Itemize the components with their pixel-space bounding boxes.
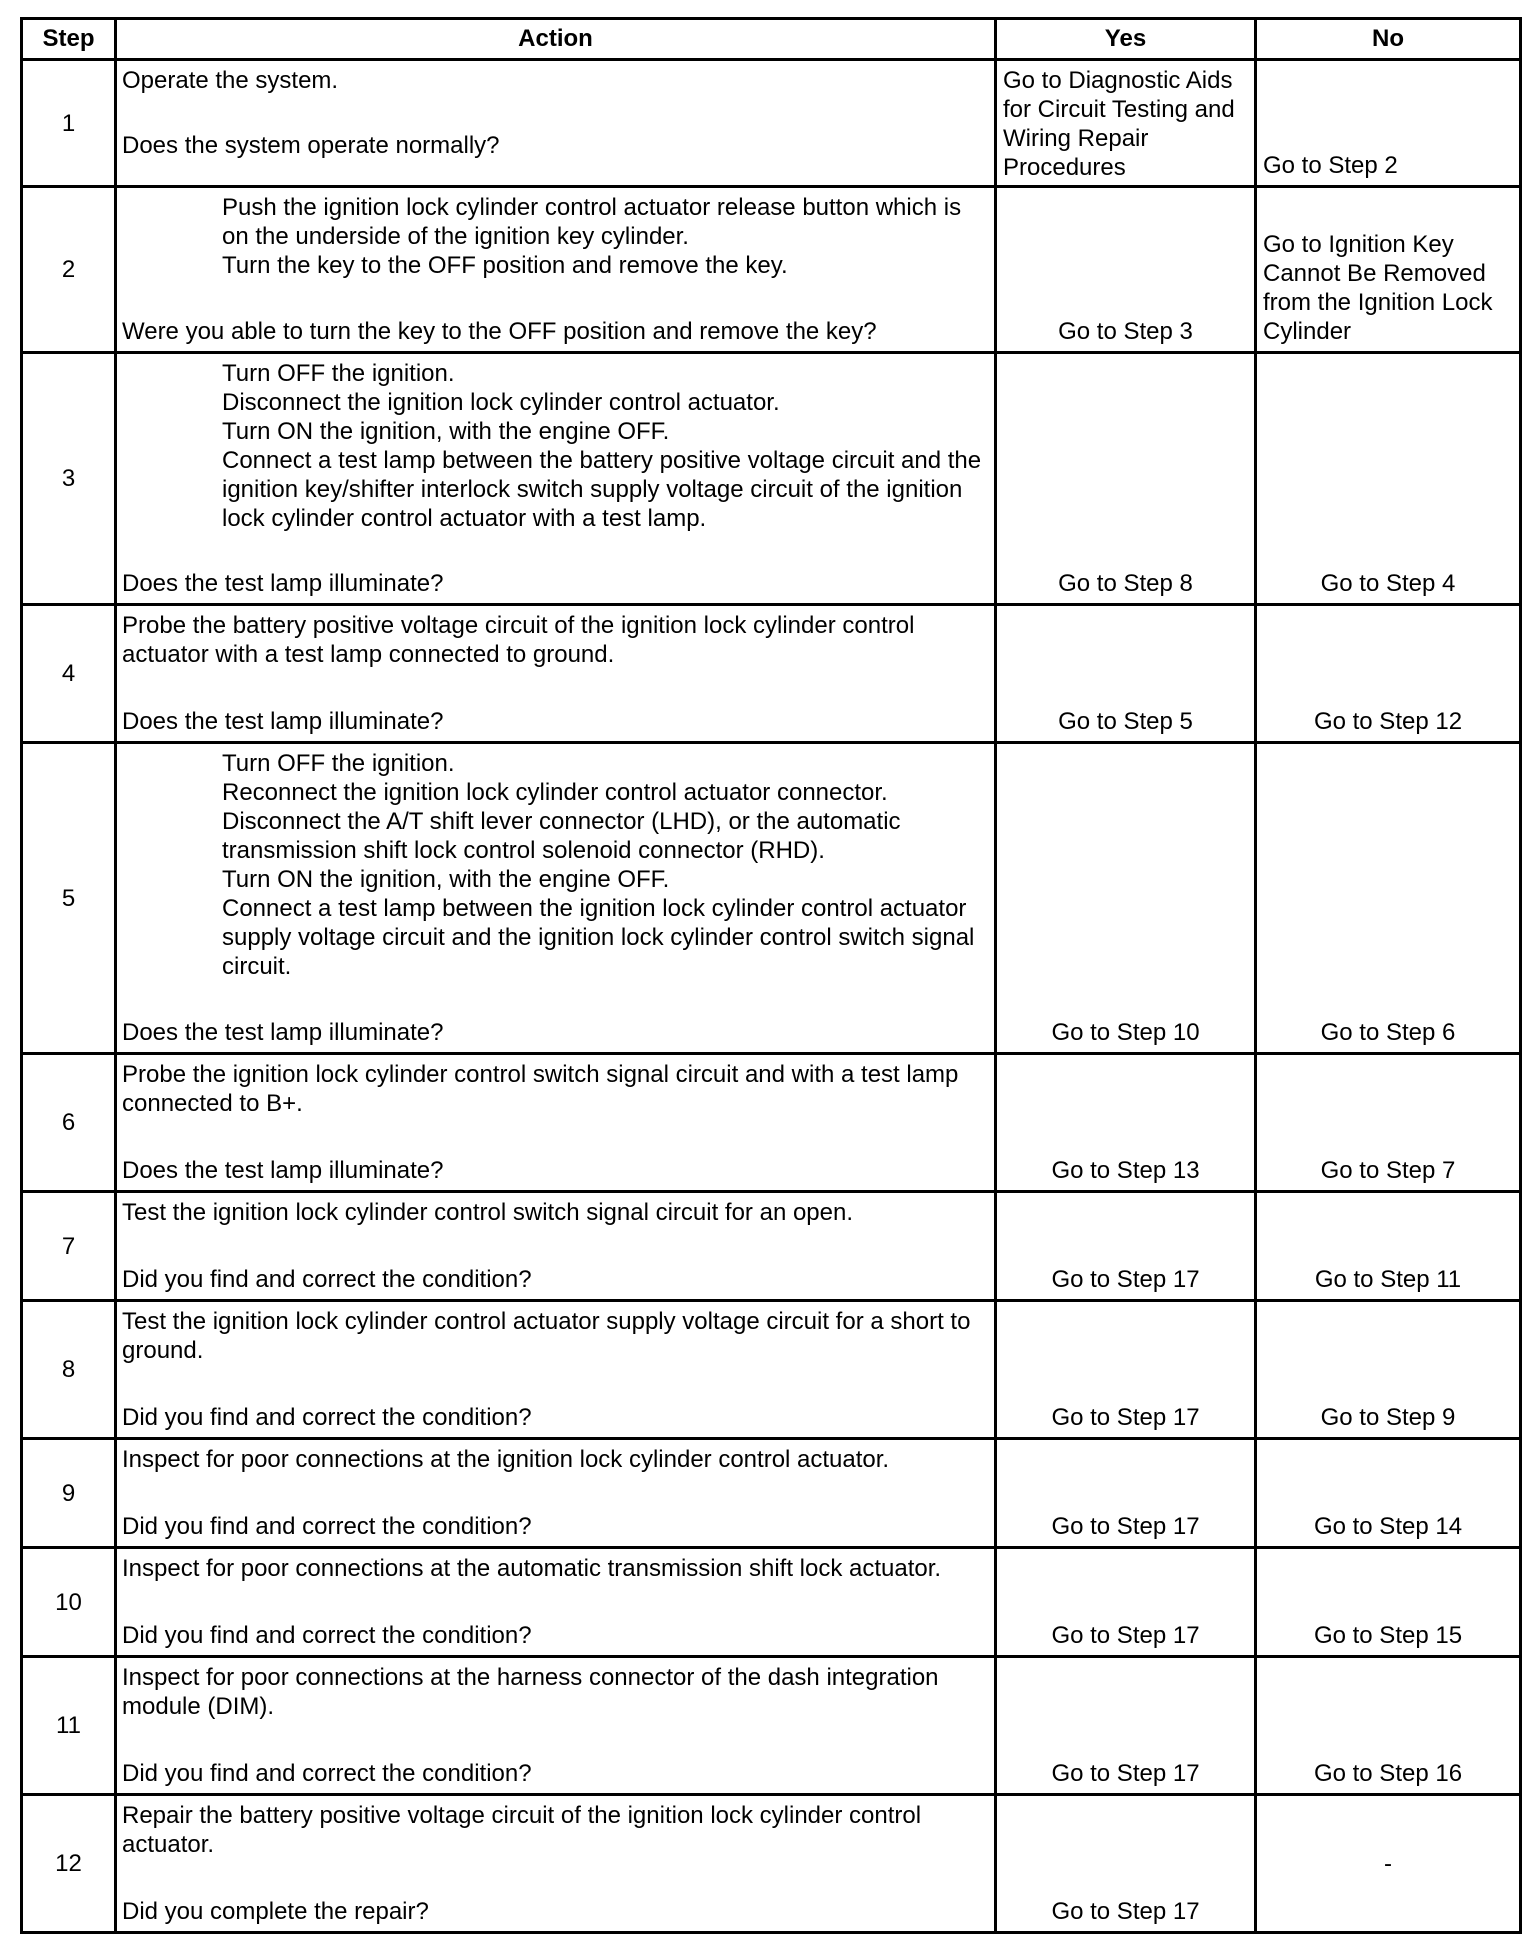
- no-result: -: [1384, 1850, 1392, 1877]
- table-row: [22, 187, 1521, 353]
- yes-cell: [996, 1301, 1256, 1439]
- action-steps: [122, 1198, 988, 1227]
- yes-cell: [996, 187, 1256, 353]
- no-result: Go to Step 9: [1320, 1404, 1456, 1431]
- question-text: Does the test lamp illuminate?: [122, 570, 444, 597]
- table-row: [22, 1548, 1521, 1657]
- yes-cell: [996, 1657, 1256, 1795]
- no-result: Go to Step 16: [1313, 1760, 1463, 1787]
- question-text: Did you find and correct the condition?: [122, 1513, 532, 1540]
- yes-result: Go to Step 17: [1051, 1404, 1200, 1431]
- no-cell: [1256, 1192, 1521, 1301]
- action-step-text: Disconnect the ignition lock cylinder control actuator.: [222, 389, 780, 416]
- no-result: Go to Ignition Key Cannot Be Removed from the Ignition Lock Cylinder: [1263, 231, 1493, 345]
- yes-cell: [996, 1795, 1256, 1933]
- question-text: Did you find and correct the condition?: [122, 1266, 532, 1293]
- no-result: Go to Step 6: [1320, 1019, 1456, 1046]
- action-steps: [122, 1445, 988, 1474]
- question-text: Does the test lamp illuminate?: [122, 1157, 444, 1184]
- action-step-text: Inspect for poor connections at the harness connector of the dash integration module (DIM).: [122, 1664, 946, 1720]
- action-step-text: Connect a test lamp between the ignition lock cylinder control actuator supply voltage circuit and the ignition lock cylinder control switch signal circuit.: [222, 895, 982, 980]
- yes-result: Go to Step 17: [1051, 1513, 1200, 1540]
- action-step-text: Probe the battery positive voltage circuit of the ignition lock cylinder control actuator with a test lamp connected to ground.: [122, 612, 922, 668]
- action-steps: [222, 193, 988, 280]
- no-cell: [1256, 353, 1521, 605]
- step-number: 2: [22, 187, 116, 353]
- step-number: 1: [22, 60, 116, 187]
- step-number: 11: [22, 1657, 116, 1795]
- action-step-text: Probe the ignition lock cylinder control switch signal circuit and with a test lamp connected to B+.: [122, 1061, 966, 1117]
- question-text: Did you find and correct the condition?: [122, 1404, 532, 1431]
- action-steps: [122, 1554, 988, 1583]
- header-step: Step: [22, 19, 116, 60]
- question-text: Does the system operate normally?: [122, 132, 500, 159]
- yes-cell: [996, 353, 1256, 605]
- step-number: 12: [22, 1795, 116, 1933]
- action-cell: [116, 187, 996, 353]
- yes-result: Go to Step 17: [1051, 1622, 1200, 1649]
- table-row: [22, 1054, 1521, 1192]
- step-number: 9: [22, 1439, 116, 1548]
- no-result: Go to Step 7: [1320, 1157, 1456, 1184]
- action-cell: [116, 1439, 996, 1548]
- yes-result: Go to Step 5: [1058, 708, 1193, 735]
- yes-result: Go to Step 3: [1058, 318, 1193, 345]
- action-steps: [122, 611, 988, 669]
- step-number: 7: [22, 1192, 116, 1301]
- action-cell: [116, 1192, 996, 1301]
- action-cell: [116, 743, 996, 1054]
- header-action: Action: [116, 19, 996, 60]
- no-result: Go to Step 14: [1313, 1513, 1463, 1540]
- no-cell: [1256, 605, 1521, 743]
- action-step-text: Turn ON the ignition, with the engine OFF.: [222, 866, 670, 893]
- header-no: No: [1256, 19, 1521, 60]
- action-steps: [222, 359, 988, 533]
- table-row: [22, 1657, 1521, 1795]
- action-steps: [122, 66, 988, 95]
- action-steps: [122, 1663, 988, 1721]
- step-number: 4: [22, 605, 116, 743]
- action-step-text: Turn ON the ignition, with the engine OFF.: [222, 418, 670, 445]
- no-cell: [1256, 60, 1521, 187]
- action-cell: [116, 1301, 996, 1439]
- yes-cell: [996, 1439, 1256, 1548]
- action-steps: [122, 1801, 988, 1859]
- action-step-text: Turn OFF the ignition.: [222, 750, 455, 777]
- table-row: [22, 1795, 1521, 1933]
- question-text: Were you able to turn the key to the OFF position and remove the key?: [122, 318, 877, 345]
- action-steps: [122, 1307, 988, 1365]
- table-row: [22, 1301, 1521, 1439]
- question-text: Does the test lamp illuminate?: [122, 1019, 444, 1046]
- action-step-text: Test the ignition lock cylinder control actuator supply voltage circuit for a short to ground.: [122, 1308, 978, 1364]
- no-cell: [1256, 1439, 1521, 1548]
- table-row: [22, 743, 1521, 1054]
- step-number: 10: [22, 1548, 116, 1657]
- no-cell: [1256, 1301, 1521, 1439]
- action-step-text: Test the ignition lock cylinder control switch signal circuit for an open.: [122, 1199, 854, 1226]
- action-cell: [116, 1795, 996, 1933]
- no-cell: [1256, 1054, 1521, 1192]
- no-result: Go to Step 4: [1320, 570, 1456, 597]
- no-result: Go to Step 12: [1313, 708, 1463, 735]
- no-result: Go to Step 15: [1313, 1622, 1463, 1649]
- yes-cell: [996, 743, 1256, 1054]
- yes-cell: [996, 1548, 1256, 1657]
- no-cell: [1256, 1548, 1521, 1657]
- no-cell: [1256, 1795, 1521, 1933]
- yes-cell: [996, 1054, 1256, 1192]
- step-number: 3: [22, 353, 116, 605]
- question-text: Did you find and correct the condition?: [122, 1760, 532, 1787]
- question-text: Did you complete the repair?: [122, 1898, 429, 1925]
- yes-result: Go to Step 13: [1051, 1157, 1200, 1184]
- action-step-text: Disconnect the A/T shift lever connector (LHD), or the automatic transmission shift lock control solenoid connector (RHD).: [222, 808, 908, 864]
- no-cell: [1256, 1657, 1521, 1795]
- yes-result: Go to Diagnostic Aids for Circuit Testing and Wiring Repair Procedures: [1003, 67, 1235, 181]
- table-row: [22, 353, 1521, 605]
- table-row: [22, 605, 1521, 743]
- no-cell: [1256, 743, 1521, 1054]
- diagnostic-table: [20, 17, 1522, 1934]
- question-text: Did you find and correct the condition?: [122, 1622, 532, 1649]
- action-cell: [116, 1657, 996, 1795]
- step-number: 8: [22, 1301, 116, 1439]
- question-text: Does the test lamp illuminate?: [122, 708, 444, 735]
- action-cell: [116, 1054, 996, 1192]
- table-row: [22, 1192, 1521, 1301]
- step-number: 6: [22, 1054, 116, 1192]
- yes-result: Go to Step 17: [1051, 1266, 1200, 1293]
- action-step-text: Push the ignition lock cylinder control actuator release button which is on the underside of the ignition key cylinder.: [222, 194, 968, 250]
- action-step-text: Repair the battery positive voltage circuit of the ignition lock cylinder control actuator.: [122, 1802, 928, 1858]
- table-row: [22, 60, 1521, 187]
- yes-cell: [996, 605, 1256, 743]
- action-steps: [222, 749, 988, 981]
- action-step-text: Operate the system.: [122, 67, 339, 94]
- yes-result: Go to Step 17: [1051, 1898, 1200, 1925]
- action-cell: [116, 353, 996, 605]
- action-step-text: Inspect for poor connections at the automatic transmission shift lock actuator.: [122, 1555, 942, 1582]
- yes-cell: [996, 1192, 1256, 1301]
- yes-result: Go to Step 17: [1051, 1760, 1200, 1787]
- yes-result: Go to Step 8: [1058, 570, 1193, 597]
- action-step-text: Turn OFF the ignition.: [222, 360, 455, 387]
- action-cell: [116, 1548, 996, 1657]
- header-row: [22, 19, 1521, 60]
- action-step-text: Turn the key to the OFF position and remove the key.: [222, 252, 788, 279]
- action-steps: [122, 1060, 988, 1118]
- no-result: Go to Step 2: [1263, 152, 1398, 179]
- no-cell: [1256, 187, 1521, 353]
- header-yes: Yes: [996, 19, 1256, 60]
- no-result: Go to Step 11: [1314, 1266, 1462, 1293]
- action-cell: [116, 605, 996, 743]
- yes-result: Go to Step 10: [1051, 1019, 1200, 1046]
- action-cell: [116, 60, 996, 187]
- action-step-text: Reconnect the ignition lock cylinder control actuator connector.: [222, 779, 888, 806]
- table-row: [22, 1439, 1521, 1548]
- action-step-text: Connect a test lamp between the battery positive voltage circuit and the ignition key/shifter interlock switch supply voltage circuit of the ignition lock cylinder control actuator with a test lamp.: [222, 447, 988, 532]
- step-number: 5: [22, 743, 116, 1054]
- yes-cell: [996, 60, 1256, 187]
- action-step-text: Inspect for poor connections at the ignition lock cylinder control actuator.: [122, 1446, 890, 1473]
